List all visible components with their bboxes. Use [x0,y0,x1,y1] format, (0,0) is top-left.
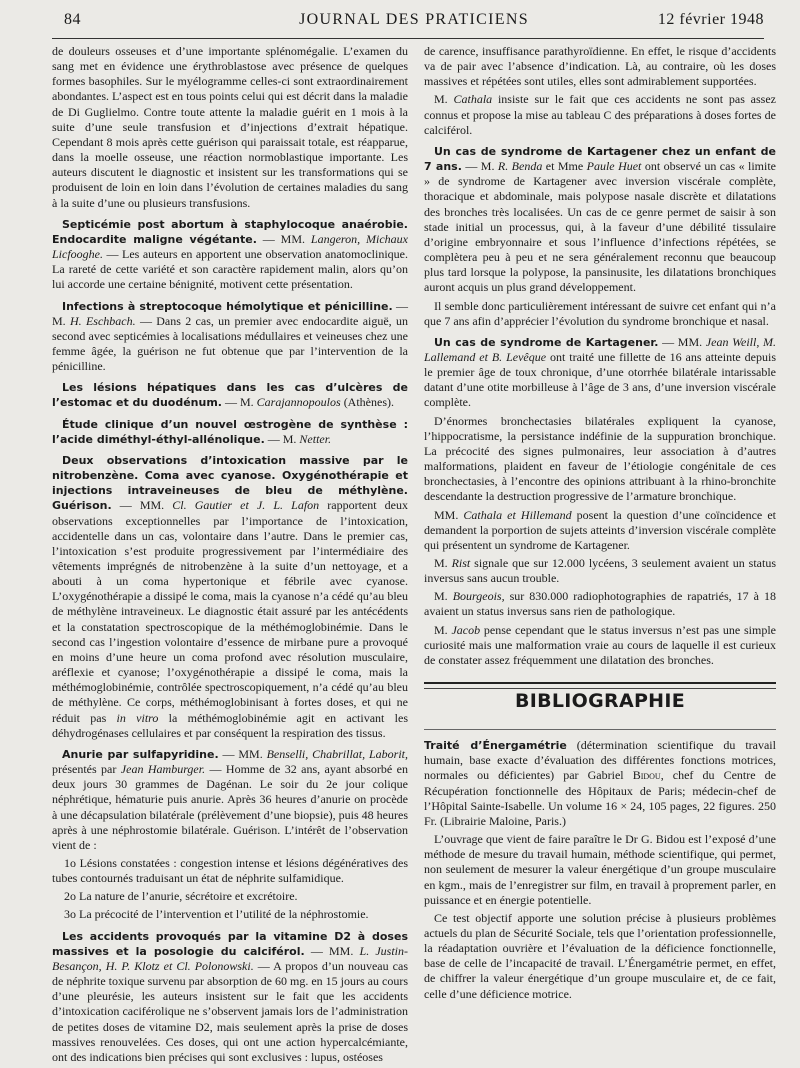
abstract-authors: Cl. Gautier et J. L. Lafon [172,498,320,513]
book-author: Bidou [632,768,661,783]
abstract-authors: R. Benda [497,159,543,174]
paragraph: L’ouvrage que vient de faire paraître le Dr G. Bidou est l’exposé d’une méthode de mesure du travail humain, méthode scientifique, qui permet, non seulement de mesurer la valeur énergétique d’un groupe musculaire en kgm., mais de l’enregistrer sur film, en travail à proprement parler, en puissance et en énergie potentielle. [424,832,776,907]
paragraph: D’énormes bronchectasies bilatérales expliquent la cyanose, l’hippocratisme, la persistance indéfinie de la suppuration bronchique. La précocité des signes pulmonaires, leur association à d’autres malformations, plaident en faveur de l’étiologie congénitale de ces bronchectasies, à l’encontre des opinions attribuant à la rhino-bronchite descendante la destruction progressive de l’armature bronchique. [424,413,776,504]
abstract-entry: Les lésions hépatiques dans les cas d’ulcères de l’estomac et du duodénum. — M. Carajannopoulos (Athènes). [52,381,408,410]
abstract-entry: Un cas de syndrome de Kartagener chez un enfant de 7 ans. — M. R. Benda et Mme Paule Huet ont observé un cas « limite » de syndrome de Kartagener avec inversion viscérale complète, thoracique et abdominale, mais polypose nasale discrète et dilatations des bronches très localisées. Un cas de ce genre permet de saisir à son stade initial un processus, qui, à la faveur d’une débilité tissulaire d’origine embryonnaire et sous l’influence d’infections répétées, se complètera peu à peu et ne sera généralement reconnu que beaucoup plus tard lorsque la polypose, la pansinusite, les dilatations bronchiques auront acquis un plus grand développement. [424,144,776,295]
abstract-title: Étude clinique d’un nouvel œstrogène de synthèse : l’acide diméthyl-éthyl-allénolique. [52,417,408,446]
abstract-title: Les lésions hépatiques dans les cas d’ulcères de l’estomac et du duodénum. [52,381,408,410]
bibliography-entry: Traité d’Énergamétrie (détermination scientifique du travail humain, base exacte d’évaluation des différentes fonctions motrices, normales ou déficientes) par Gabriel Bidou, chef du Centre de Récupération fonctionnelle des Hôpitaux de Paris; médecin-chef de l’Hôpital Sainte-Isabelle. Un volume 16 × 24, 105 pages, 22 figures. 250 Fr. (Librairie Maloine, Paris.) [424,738,776,828]
header-rule [52,38,764,39]
bibliography-heading-box [424,682,776,724]
abstract-authors: L. Justin-Besançon, H. P. Klotz et Cl. Polonowski. [52,943,409,973]
list-item: 2o La nature de l’anurie, sécrétoire et excrétoire. [64,889,298,904]
journal-title: JOURNAL DES PRATICIENS [299,11,529,28]
abstract-authors: Langeron, Michaux Licfooghe. [52,231,408,262]
bibliography-heading: BIBLIOGRAPHIE [514,690,686,713]
abstract-entry: Infections à streptocoque hémolytique et pénicilline. — M. H. Eschbach. — Dans 2 cas, un premier avec endocardite aiguë, un second avec septicémies à localisations médullaires et veineuses chez une femme âgée, la guérison ne fut obtenue que par l’intervention de la pénicilline. [52,298,408,374]
list-item: 3o La précocité de l’intervention et l’utilité de la néphrostomie. [64,907,369,922]
abstract-authors: Benselli, Chabrillat, Laborit, [266,746,408,761]
abstract-title: Anurie par sulfapyridine. [62,747,219,761]
left-column [52,44,408,1068]
paragraph: M. Cathala insiste sur le fait que ces accidents ne sont pas assez connus et propose la mise au tableau C des préparations à doses fortes de calciférol. [424,92,776,137]
abstract-title: Septicémie post abortum à staphylocoque anaérobie. Endocardite maligne végétante. [52,217,408,246]
abstract-authors: Jean Weill, M. Lallemand et B. Levêque [424,334,776,364]
divider [424,729,776,730]
paragraph: de douleurs osseuses et d’une importante splénomégalie. L’examen du sang met en évidence une érythroblastose avec présence de quelques formes basophiles. Sur le myélogramme celles-ci sont extraordinairement abondantes. L’aspect est en tous points celui qui est décrit dans la maladie de Di Guglielmo. Contre toute attente la maladie guérit en 1 mois à la suite d’une seule transfusion et d’injections d’extrait hépatique. Cependant 8 mois après cette guérison qui paraissait totale, est réapparue, dans la moelle osseuse, une réaction normoblastique importante. Les auteurs discutent le diagnostic et insistent sur les transformations qui se produisent de loin en loin dans l’évolution de certaines maladies du sang à la suite d’une ou plusieurs transfusions. [52,44,408,210]
right-column [424,44,776,1005]
paragraph: de carence, insuffisance parathyroïdienne. En effet, le risque d’accidents va de pair avec l’absence d’indication. Là, au contraire, où les doses massives et répétées sont utiles, elles sont admirablement supportées. [424,44,776,89]
abstract-title: Infections à streptocoque hémolytique et pénicilline. [62,299,393,313]
abstract-authors: H. Eschbach. [69,313,136,328]
paragraph: M. Rist signale que sur 12.000 lycéens, 3 seulement avaient un status inversus sans aucun trouble. [424,556,776,586]
abstract-entry: Septicémie post abortum à staphylocoque anaérobie. Endocardite maligne végétante. — MM. Langeron, Michaux Licfooghe. — Les auteurs en apportent une observation anatomoclinique. La rareté de cette variété et son caractère rapidement malin, alors qu’on lui accorde une certaine bénignité, motivent cette présentation. [52,217,408,292]
abstract-title: Un cas de syndrome de Kartagener. [434,335,659,349]
paragraph: Ce test objectif apporte une solution précise à plusieurs problèmes actuels du plan de Sécurité Sociale, tels que l’orientation professionnelle, la réadaptation ouvrière et l’évaluation de la déficience fonctionnelle, base de celle de l’incapacité de travail. L’Énergamétrie permet, en effet, de chiffrer la valeur énergétique d’un groupe musculaire et, de ce fait, celle d’une déficience motrice. [424,910,776,1001]
book-title: Traité d’Énergamétrie [424,739,567,753]
running-header [64,11,764,35]
issue-date: 12 février 1948 [657,11,764,28]
abstract-entry: Un cas de syndrome de Kartagener. — MM. Jean Weill, M. Lallemand et B. Levêque ont traité une fillette de 16 ans atteinte depuis le premier âge de toux chronique, d’une otorrhée bilatérale intarissable datant d’une otite morbilleuse à l’âge de 3 ans, d’une inversion viscérale complète. [424,334,776,410]
abstract-entry: Les accidents provoqués par la vitamine D2 à doses massives et la posologie du calciférol. — MM. L. Justin-Besançon, H. P. Klotz et Cl. Polonowski. — A propos d’un nouveau cas de néphrite toxique survenu par absorption de 60 mg. en 15 jours au cours d’une pleurésie, les auteurs insistent sur le fait que les accidents d’intoxication caciférolique ne s’observent jamais lors de l’administration de petites doses de vitamine D2, mais seulement après la prise de doses massives renouvelées. Ces doses, qui ont une action hypercalcémiante, ont des indications bien précises qui sont exclusives : lupus, ostéoses [52,929,409,1064]
abstract-entry: Étude clinique d’un nouvel œstrogène de synthèse : l’acide diméthyl-éthyl-allénolique. — M. Netter. [52,417,408,446]
abstract-title: Les accidents provoqués par la vitamine D2 à doses massives et la posologie du calciférol. [52,929,408,958]
page-number: 84 [64,11,81,28]
paragraph: Il semble donc particulièrement intéressant de suivre cet enfant qui n’a que 7 ans afin d’apprécier l’évolution du syndrome bronchique et nasal. [424,298,776,328]
paragraph: MM. Cathala et Hillemand posent la question d’une coïncidence et demandent la porportion de sujets atteints d’inversion viscérale complète qui présentent un syndrome de Kartagener. [424,507,776,552]
list-item: 1o Lésions constatées : congestion intense et lésions dégénératives des tubes contournés traduisant un état de néphrite sulfamidique. [52,855,408,886]
abstract-title: Un cas de syndrome de Kartagener chez un enfant de 7 ans. [424,144,776,174]
abstract-authors: Netter. [299,431,332,446]
divider [424,688,776,689]
paragraph: M. Jacob pense cependant que le status inversus n’est pas une simple curiosité mais une malformation vraie au cours de laquelle il est curieux de constater assez fréquemment une dilatation des bronches. [424,622,776,667]
abstract-entry: Deux observations d’intoxication massive par le nitrobenzène. Coma avec cyanose. Oxygénothérapie et injections intraveineuses de bleu de méthylène. Guérison. — MM. Cl. Gautier et J. L. Lafon rapportent deux observations exceptionnelles par l’importance de l’intoxication, accidentelle dans un cas, volontaire dans l’autre. Dans le premier cas, l’intoxication s’est produite progressivement par l’intermédiaire des vêtements imprégnés de nitrobenzène à la suite d’un nettoyage, et a abouti à un coma hypertonique et fébrile avec cyanose. L’oxygénothérapie a dissipé le coma, mais la cyanose n’a cédé qu’au bleu de méthylène intraveineux. Le diagnostic était assuré par les antécédents et la constatation spectroscopique de la méthémoglobinémie. Dans le second cas l’ingestion volontaire d’essence de mirbane pure a provoqué en moins d’une heure un coma profond avec résolution musculaire, aréflexie et cyanose; l’oxygénothérapie a dissipé le coma, mais la méthémoglobinémie, contrôlée spectroscopiquement, n’a cédé qu’au bleu de méthylène. Ce corps, méthémoglobinisant à fortes doses, et qui ne réduit pas in vitro la méthémoglobinémie agit en activant les déhydrogénases cellulaires et par conséquent la respiration des tissus. [52,453,409,740]
abstract-entry: Anurie par sulfapyridine. — MM. Benselli, Chabrillat, Laborit, présentés par Jean Hamburger. — Homme de 32 ans, ayant absorbé en deux jours 30 grammes de Dagénan. Le soir du 2e jour colique néphrétique, hématurie puis anurie. Après 36 heures d’anurie on procède à une décapsulation bilatérale (prélèvement d’une biopsie), puis 48 heures après à une néphrostomie bilatérale. Guérison. L’intérêt de l’observation vient de : [52,746,408,852]
abstract-authors: Carajannopoulos [256,395,341,410]
paragraph: M. Bourgeois, sur 830.000 radiophotographies de rapatriés, 17 à 18 avaient un status inversus sans rien de pathologique. [424,589,776,619]
abstract-title: Deux observations d’intoxication massive par le nitrobenzène. Coma avec cyanose. Oxygénothérapie et injections intraveineuses de bleu de méthylène. Guérison. [52,453,408,513]
